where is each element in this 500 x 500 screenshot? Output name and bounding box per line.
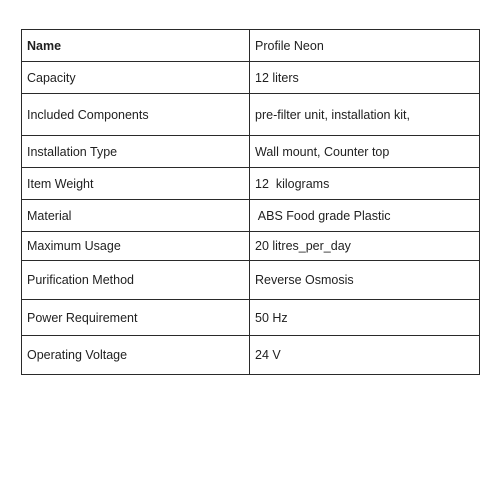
row-value-name: Profile Neon [250, 30, 480, 62]
row-value-installation-type: Wall mount, Counter top [250, 136, 480, 168]
row-label-item-weight: Item Weight [22, 168, 250, 200]
table-row [22, 336, 480, 375]
row-label-maximum-usage: Maximum Usage [22, 232, 250, 261]
row-label-operating-voltage: Operating Voltage [22, 336, 250, 375]
table-row [22, 300, 480, 336]
table-row [22, 168, 480, 200]
table-row [22, 30, 480, 62]
table-row [22, 62, 480, 94]
table-row [22, 261, 480, 300]
row-value-power-requirement: 50 Hz [250, 300, 480, 336]
table-row [22, 232, 480, 261]
row-value-item-weight: 12 kilograms [250, 168, 480, 200]
row-value-maximum-usage: 20 litres_per_day [250, 232, 480, 261]
row-label-included-components: Included Components [22, 94, 250, 136]
row-value-included-components: pre-filter unit, installation kit, [250, 94, 480, 136]
row-label-name: Name [22, 30, 250, 62]
row-value-capacity: 12 liters [250, 62, 480, 94]
table-row [22, 200, 480, 232]
table-row [22, 136, 480, 168]
specifications-table [21, 29, 480, 375]
table-row [22, 94, 480, 136]
row-label-purification-method: Purification Method [22, 261, 250, 300]
row-label-capacity: Capacity [22, 62, 250, 94]
row-value-operating-voltage: 24 V [250, 336, 480, 375]
row-label-material: Material [22, 200, 250, 232]
row-label-power-requirement: Power Requirement [22, 300, 250, 336]
row-value-material: ABS Food grade Plastic [250, 200, 480, 232]
row-label-installation-type: Installation Type [22, 136, 250, 168]
row-value-purification-method: Reverse Osmosis [250, 261, 480, 300]
